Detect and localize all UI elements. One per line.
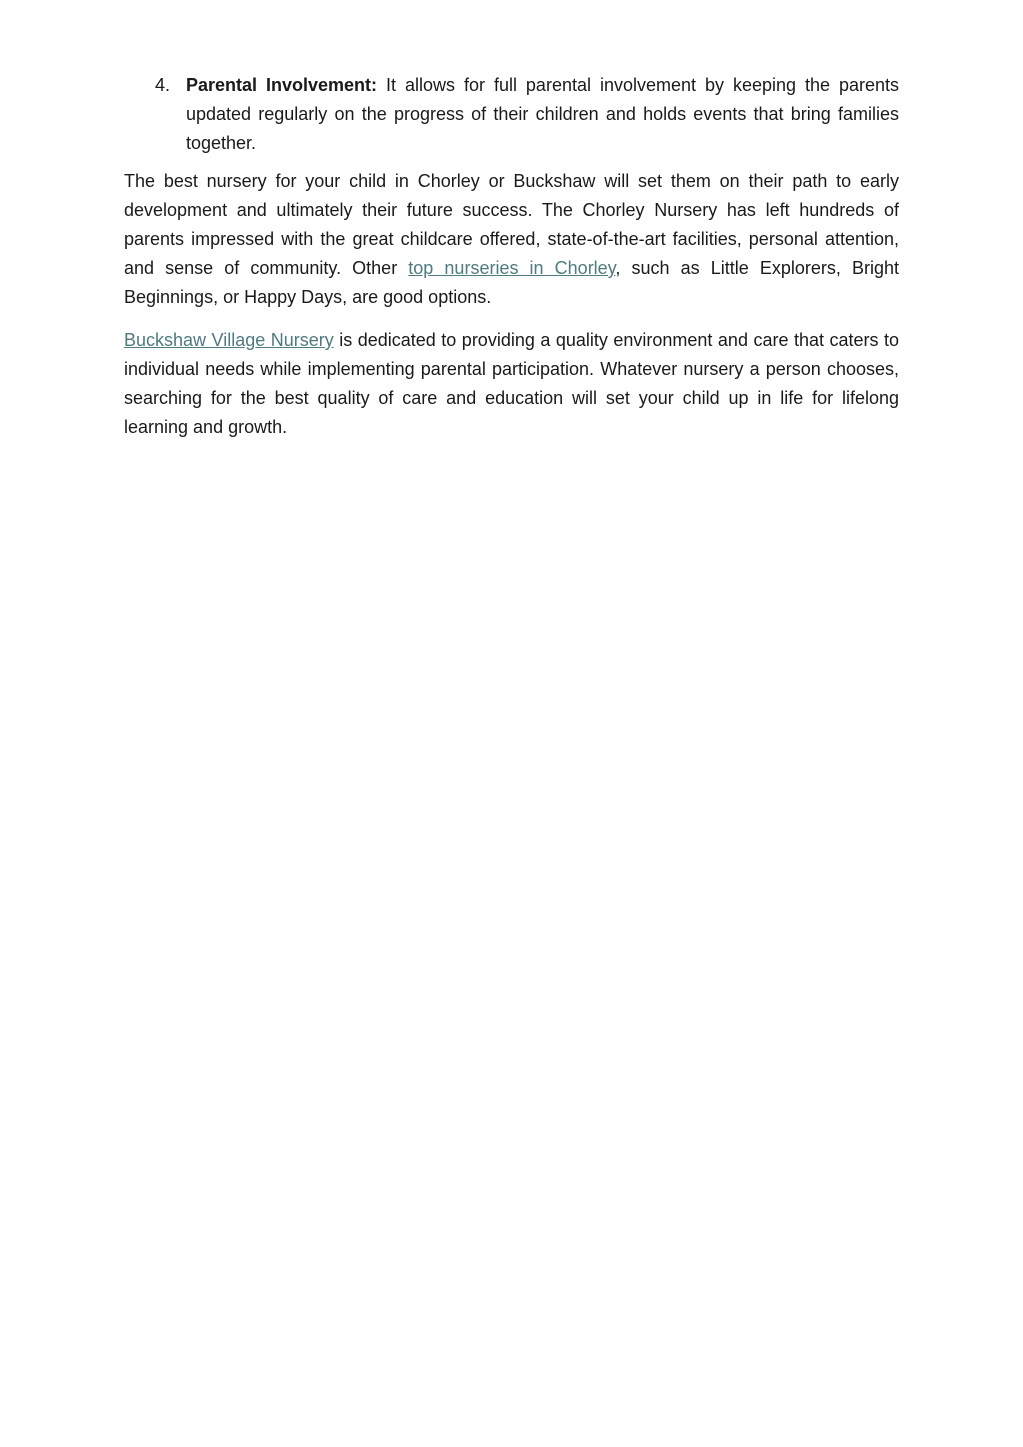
list-item-parental-involvement — [124, 71, 899, 158]
buckshaw-village-nursery-link[interactable]: Buckshaw Village Nursery — [124, 330, 334, 350]
numbered-list — [124, 71, 899, 158]
list-item-number: 4. — [155, 75, 171, 95]
list-item-text: It allows for full parental involvement by keeping the parents updated regularly on the progress of their children and holds events that bring families together. — [186, 75, 899, 153]
paragraph-buckshaw-village — [124, 326, 899, 442]
list-item-heading: Parental Involvement: — [186, 75, 378, 95]
paragraph-best-nursery — [124, 167, 899, 312]
document-body — [124, 71, 899, 456]
paragraph-text-after-link: is dedicated to providing a quality environment and care that caters to individual needs while implementing parental participation. Whatever nursery a person chooses, searching for the best quality of care and education will set your child up in life for lifelong learning and growth. — [124, 330, 899, 437]
paragraph-text-before-link: The best nursery for your child in Chorley or Buckshaw will set them on their path to early development and ultimately their future success. The Chorley Nursery has left hundreds of parents impressed with the great childcare offered, state-of-the-art facilities, personal attention, and sense of community. Other — [124, 171, 899, 278]
paragraph-text-after-link: , such as Little Explorers, Bright Beginnings, or Happy Days, are good options. — [124, 258, 899, 307]
top-nurseries-link[interactable]: top nurseries in Chorley — [408, 258, 616, 278]
